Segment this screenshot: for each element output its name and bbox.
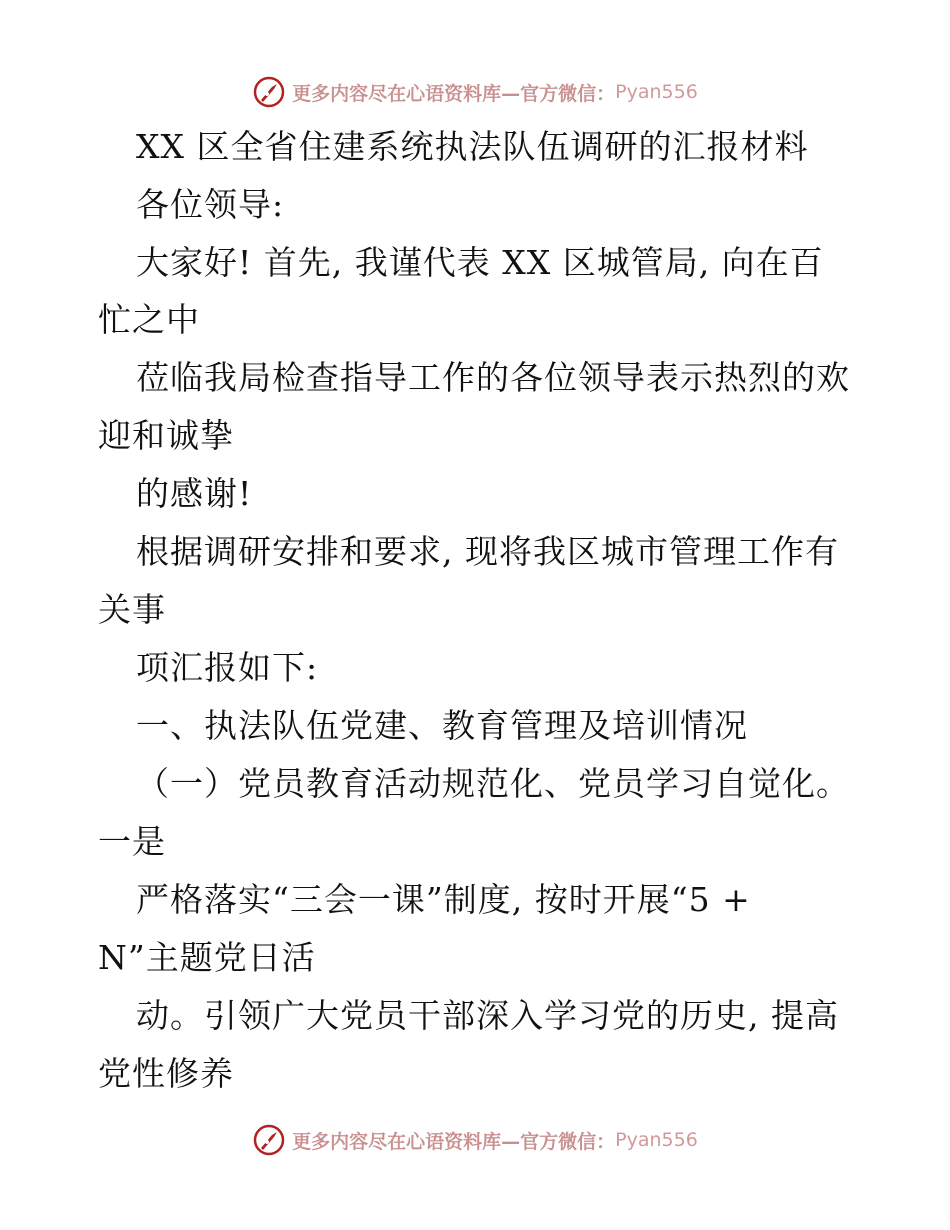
paragraph-line: 动。引领广大党员干部深入学习党的历史, 提高 (136, 996, 839, 1035)
header-watermark (0, 72, 950, 112)
paragraph-line: 关事 (98, 590, 166, 629)
pen-nib-logo-icon (252, 1123, 286, 1157)
salutation: 各位领导: (136, 185, 285, 224)
paragraph-line: 根据调研安排和要求, 现将我区城市管理工作有 (136, 532, 839, 571)
watermark-wechat-id: Pyan556 (615, 1129, 698, 1151)
paragraph-line: 迎和诚挚 (98, 416, 234, 455)
paragraph-line: 忙之中 (98, 300, 200, 339)
paragraph-line: 大家好! 首先, 我谨代表 XX 区城管局, 向在百 (136, 243, 824, 282)
subsection-heading: （一）党员教育活动规范化、党员学习自觉化。 (136, 764, 850, 803)
paragraph-line: 项汇报如下: (136, 648, 319, 687)
paragraph-line: 一是 (98, 822, 166, 861)
paragraph-line: 严格落实“三会一课”制度, 按时开展“5 + (136, 880, 751, 919)
footer-watermark (0, 1120, 950, 1160)
paragraph-line: N”主题党日活 (98, 938, 316, 977)
document-title: XX 区全省住建系统执法队伍调研的汇报材料 (136, 127, 809, 166)
watermark-text: 更多内容尽在心语资料库—官方微信： (292, 82, 616, 105)
paragraph-line: 的感谢! (136, 474, 253, 513)
watermark-text: 更多内容尽在心语资料库—官方微信： (292, 1130, 616, 1153)
watermark-wechat-id: Pyan556 (615, 81, 698, 103)
section-heading: 一、执法队伍党建、教育管理及培训情况 (136, 706, 748, 745)
paragraph-line: 党性修养 (98, 1054, 234, 1093)
paragraph-line: 莅临我局检查指导工作的各位领导表示热烈的欢 (136, 358, 850, 397)
pen-nib-logo-icon (252, 75, 286, 109)
